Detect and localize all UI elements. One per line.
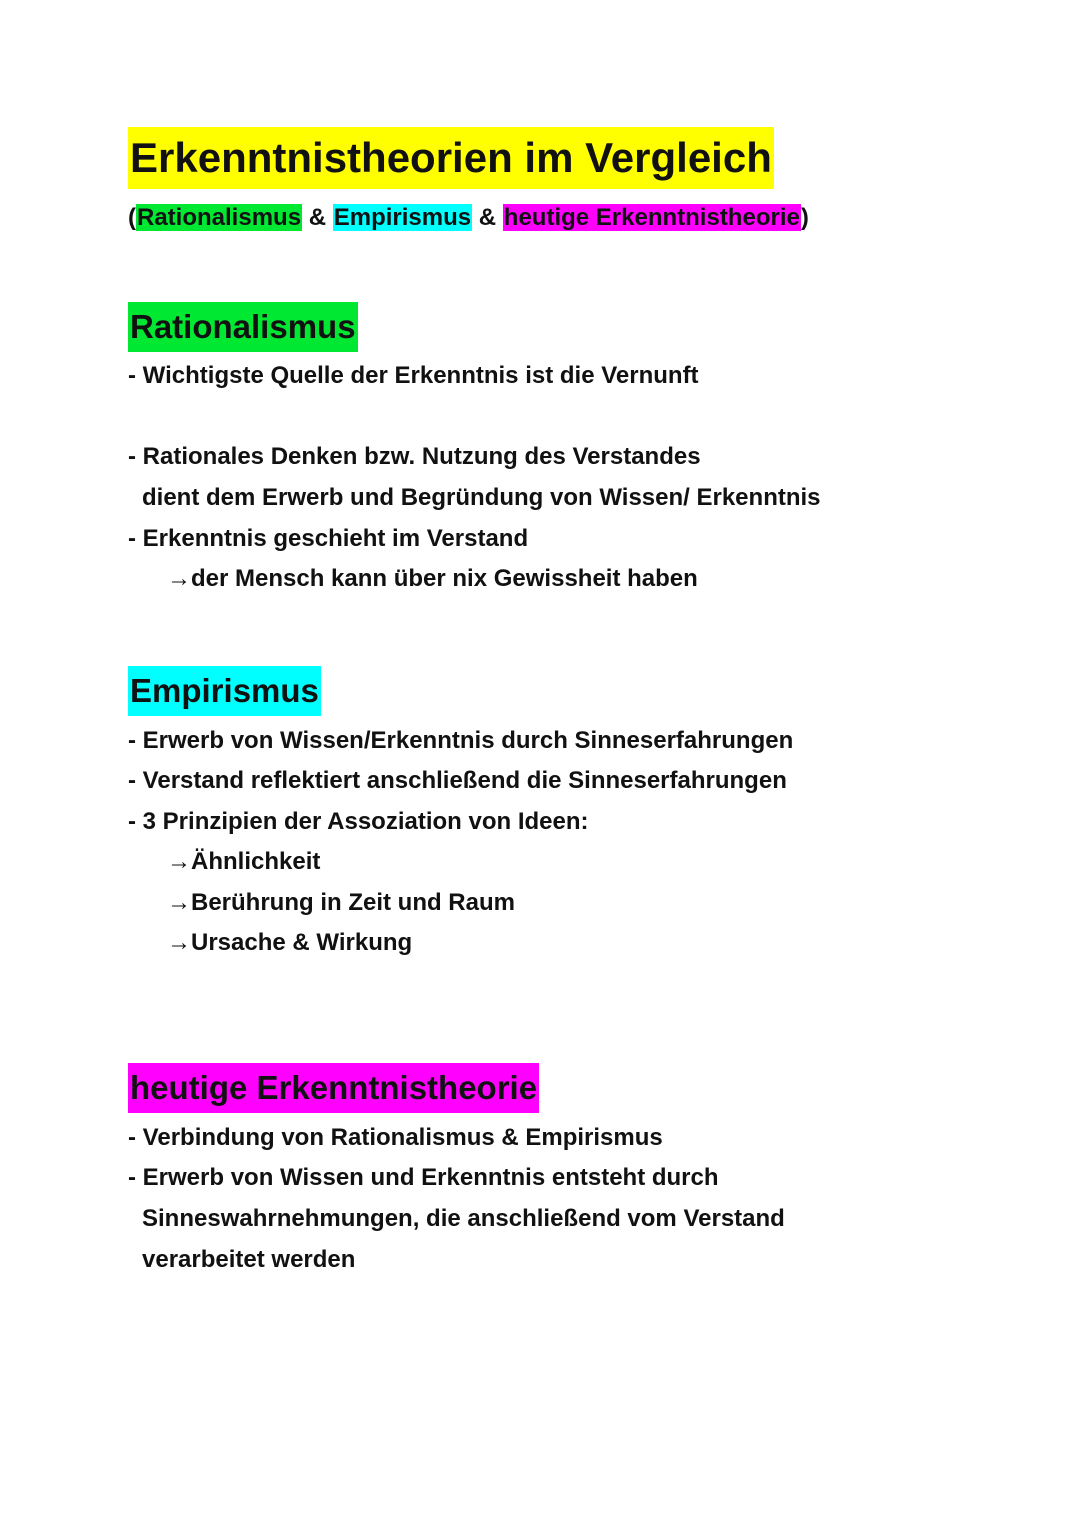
heutige-line-4: verarbeitet werden <box>142 1246 356 1273</box>
rationalismus-line-3: dient dem Erwerb und Begründung von Wissen/ Erkenntnis <box>142 484 821 511</box>
empirismus-line-2: - Verstand reflektiert anschließend die Sinneserfahrungen <box>128 767 787 794</box>
subtitle-open-paren: ( <box>128 204 136 231</box>
empirismus-line-1: - Erwerb von Wissen/Erkenntnis durch Sinneserfahrungen <box>128 727 794 754</box>
empirismus-line-5: →Berührung in Zeit und Raum <box>167 889 515 916</box>
heutige-line-2: - Erwerb von Wissen und Erkenntnis entsteht durch <box>128 1164 719 1191</box>
page-title: Erkenntnistheorien im Vergleich <box>128 127 774 189</box>
subtitle-separator-2: & <box>472 204 503 231</box>
empirismus-line-6: →Ursache & Wirkung <box>167 929 413 956</box>
subtitle-separator-1: & <box>302 204 333 231</box>
rationalismus-line-1: - Wichtigste Quelle der Erkenntnis ist die Vernunft <box>128 362 699 389</box>
empirismus-line-4: →Ähnlichkeit <box>167 848 321 875</box>
heutige-line-1: - Verbindung von Rationalismus & Empirismus <box>128 1124 663 1151</box>
subtitle-empirismus: Empirismus <box>333 204 472 231</box>
rationalismus-line-4: - Erkenntnis geschieht im Verstand <box>128 525 529 552</box>
subtitle <box>128 201 809 235</box>
section-heading-heutige: heutige Erkenntnistheorie <box>128 1063 539 1113</box>
section-heading-empirismus: Empirismus <box>128 666 321 716</box>
rationalismus-line-2: - Rationales Denken bzw. Nutzung des Verstandes <box>128 443 701 470</box>
empirismus-line-3: - 3 Prinzipien der Assoziation von Ideen: <box>128 808 589 835</box>
subtitle-close-paren: ) <box>800 204 809 231</box>
subtitle-rationalismus: Rationalismus <box>137 204 302 231</box>
section-heading-rationalismus: Rationalismus <box>128 302 358 352</box>
subtitle-heutige: heutige Erkenntnistheorie <box>503 204 800 231</box>
heutige-line-3: Sinneswahrnehmungen, die anschließend vom Verstand <box>142 1205 785 1232</box>
rationalismus-line-5: →der Mensch kann über nix Gewissheit haben <box>167 565 698 592</box>
